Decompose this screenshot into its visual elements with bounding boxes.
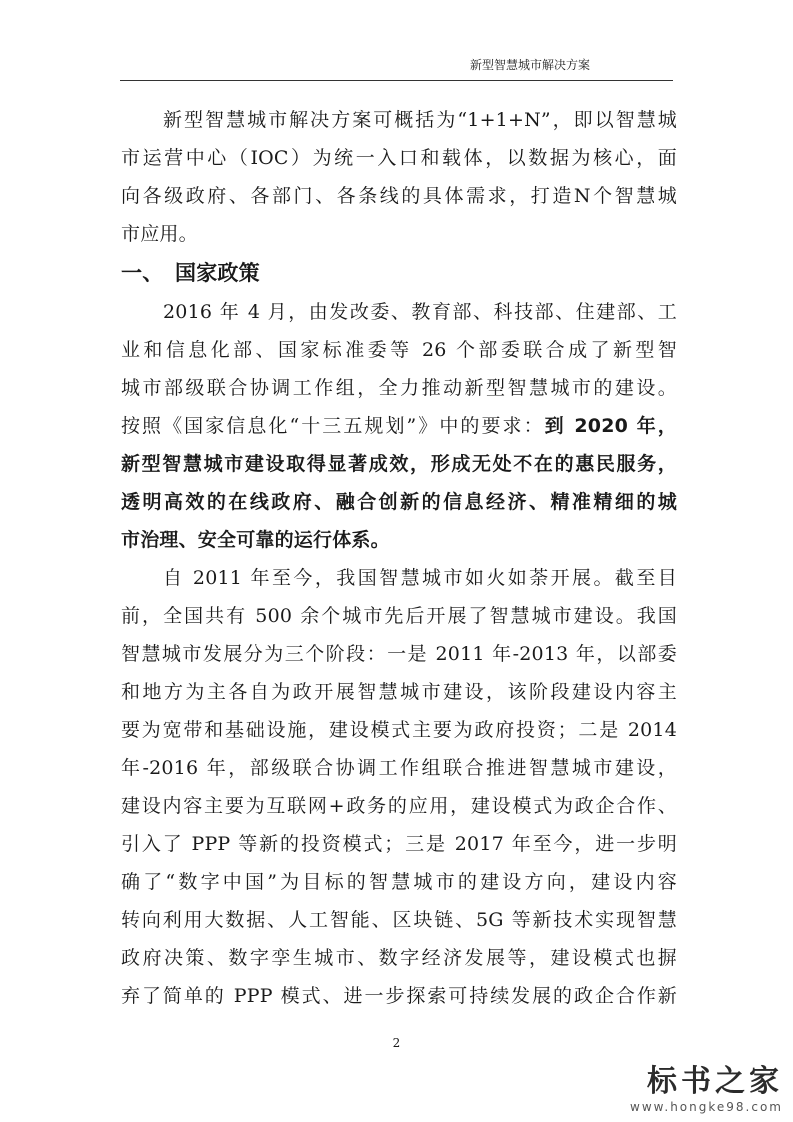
paragraph-3-line: 建设内容主要为互联网+政务的应用，建设模式为政企合作、 — [121, 795, 677, 817]
policy-target-year: 到 2020 年， — [544, 415, 677, 437]
paragraph-1-line: 市运营中心（IOC）为统一入口和载体，以数据为核心，面 — [121, 147, 677, 169]
paragraph-3-line: 转向利用大数据、人工智能、区块链、5G 等新技术实现智慧 — [121, 909, 677, 931]
paragraph-1-line: 新型智慧城市解决方案可概括为“1+1+N”，即以智慧城 — [163, 109, 677, 131]
paragraph-2-line: 城市部级联合协调工作组，全力推动新型智慧城市的建设。 — [121, 377, 677, 399]
policy-goal-line: 市治理、安全可靠的运行体系。 — [121, 529, 390, 551]
policy-goal-line: 透明高效的在线政府、融合创新的信息经济、精准精细的城 — [121, 491, 677, 513]
paragraph-2-line: 业和信息化部、国家标准委等 26 个部委联合成了新型智 — [121, 339, 677, 361]
paragraph-3-line: 年-2016 年，部级联合协调工作组联合推进智慧城市建设， — [121, 757, 677, 779]
watermark-brand: 标书之家 — [647, 1064, 783, 1099]
paragraph-3-line: 政府决策、数字孪生城市、数字经济发展等，建设模式也摒 — [121, 947, 677, 969]
paragraph-3-line: 和地方为主各自为政开展智慧城市建设，该阶段建设内容主 — [121, 681, 677, 703]
header-title: 新型智慧城市解决方案 — [470, 58, 591, 72]
policy-intro: 按照《国家信息化“十三五规划”》中的要求： — [121, 415, 545, 437]
paragraph-3-line: 确了“数字中国”为目标的智慧城市的建设方向，建设内容 — [121, 871, 677, 893]
section-number: 一、 — [121, 261, 164, 285]
section-heading — [121, 253, 677, 293]
paragraph-3-line: 引入了 PPP 等新的投资模式；三是 2017 年至今，进一步明 — [121, 833, 677, 855]
paragraph-1-line: 市应用。 — [121, 223, 198, 245]
watermark-logo — [630, 1064, 783, 1114]
paragraph-3-line: 前，全国共有 500 余个城市先后开展了智慧城市建设。我国 — [121, 605, 677, 627]
watermark-url: www.hongke98.com — [630, 1100, 783, 1114]
policy-goal-line: 新型智慧城市建设取得显著成效，形成无处不在的惠民服务， — [121, 453, 677, 475]
section-title: 国家政策 — [175, 261, 260, 285]
paragraph-2-mixed-line — [121, 407, 677, 445]
paragraph-2-line: 2016 年 4 月，由发改委、教育部、科技部、住建部、工 — [163, 301, 677, 323]
page-number: 2 — [392, 1036, 401, 1050]
paragraph-3-line: 要为宽带和基础设施，建设模式主要为政府投资；二是 2014 — [121, 719, 677, 741]
paragraph-3-line: 自 2011 年至今，我国智慧城市如火如荼开展。截至目 — [163, 567, 677, 589]
document-body — [121, 101, 677, 1015]
paragraph-1-line: 向各级政府、各部门、各条线的具体需求，打造N个智慧城 — [121, 185, 677, 207]
paragraph-3-line: 智慧城市发展分为三个阶段：一是 2011 年-2013 年，以部委 — [121, 643, 677, 665]
paragraph-3-line: 弃了简单的 PPP 模式、进一步探索可持续发展的政企合作新 — [121, 985, 677, 1007]
header-rule — [120, 80, 673, 81]
